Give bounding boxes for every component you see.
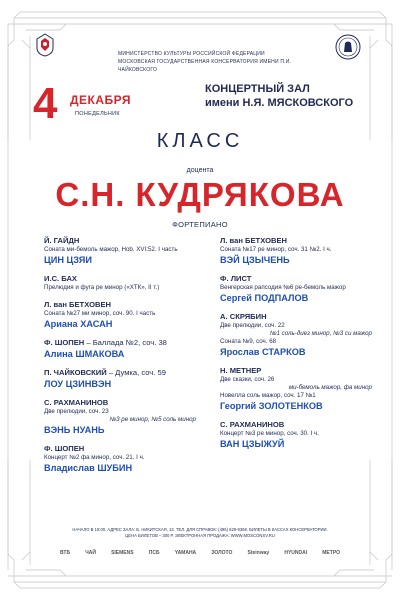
- conservatory-logo-icon: [335, 34, 361, 60]
- ministry-emblem-icon: [34, 32, 56, 58]
- work-title: Соната №9, соч. 68: [220, 338, 277, 345]
- docent-label: доцента: [186, 167, 214, 174]
- date-day: 4: [33, 79, 58, 128]
- composer-name: [44, 398, 204, 408]
- performer-name: Владислав ШУБИН: [44, 463, 133, 473]
- work-subtitle: ми-бемоль мажор, фа минор: [288, 384, 372, 391]
- composer-name: [44, 274, 204, 284]
- composer-name: [44, 236, 204, 246]
- work-subtitle: №1 соль-диез минор, №3 си мажор: [269, 330, 372, 337]
- composer-label: Н. МЕТНЕР: [220, 366, 262, 375]
- program-item: [44, 338, 204, 360]
- work-inline: – Думка, соч. 59: [106, 368, 166, 377]
- program-item: [44, 300, 204, 330]
- composer-label: С. РАХМАНИНОВ: [220, 420, 285, 429]
- class-heading: КЛАСС: [156, 130, 244, 152]
- sponsor-logo: ПСБ: [148, 550, 160, 556]
- composer-name: [44, 338, 204, 348]
- composer-name: [220, 366, 380, 376]
- composer-name: [44, 444, 204, 454]
- composer-name: [220, 312, 380, 322]
- composer-name: [220, 274, 380, 284]
- work-title: Концерт №2 фа минор, соч. 21. I ч.: [44, 454, 145, 461]
- work-title: Венгерская рапсодия №6 ре-бемоль мажор: [220, 284, 346, 291]
- organization-header: [118, 50, 308, 74]
- program-item: [44, 274, 204, 292]
- performer-name: Сергей ПОДПАЛОВ: [220, 293, 309, 303]
- sponsor-logo: МЕТРО: [322, 550, 340, 556]
- sponsor-logo: ЗОЛОТО: [211, 550, 233, 556]
- work-title: Новелла соль мажор, соч. 17 №1: [220, 392, 316, 399]
- composer-label: Ф. ЛИСТ: [220, 274, 252, 283]
- composer-label: П. ЧАЙКОВСКИЙ: [44, 368, 107, 377]
- sponsor-logos: [60, 546, 340, 560]
- work-title: Две сказки, соч. 26: [220, 376, 275, 383]
- program-item: [44, 398, 204, 436]
- composer-label: С. РАХМАНИНОВ: [44, 398, 109, 407]
- footer-line-2: ЦЕНА БИЛЕТОВ – 300 Р. ЭЛЕКТРОННАЯ ПРОДАЖА: WWW.MOSCONSV.RU: [125, 533, 275, 538]
- performer-name: ВЭНЬ НУАНЬ: [44, 425, 105, 435]
- sponsor-logo: ВТБ: [60, 550, 71, 556]
- conservatory-name: МОСКОВСКАЯ ГОСУДАРСТВЕННАЯ КОНСЕРВАТОРИЯ ИМЕНИ П.И. ЧАЙКОВСКОГО: [118, 59, 292, 73]
- concert-hall: [205, 82, 353, 110]
- date-month: ДЕКАБРЯ: [70, 93, 131, 107]
- composer-label: Ф. ШОПЕН: [44, 444, 85, 453]
- composer-label: Л. ван БЕТХОВЕН: [220, 236, 288, 245]
- program-item: [44, 444, 204, 474]
- program-item: [220, 312, 380, 358]
- program-item: [220, 366, 380, 412]
- footer-info: [0, 527, 400, 539]
- hall-line-2: имени Н.Я. МЯСКОВСКОГО: [205, 97, 354, 109]
- performer-name: ЛОУ ЦЗИНВЭН: [44, 379, 112, 389]
- program-item: [44, 236, 204, 266]
- composer-label: Ф. ШОПЕН: [44, 338, 85, 347]
- work-title: Соната №17 ре минор, соч. 31 №2. I ч.: [220, 246, 332, 253]
- ministry-name: МИНИСТЕРСТВО КУЛЬТУРЫ РОССИЙСКОЙ ФЕДЕРАЦИИ: [118, 51, 265, 57]
- performer-name: Ариана ХАСАН: [44, 319, 113, 329]
- work-title: Прелюдия и фуга ре минор («ХТК», II т.): [44, 284, 160, 291]
- work-title: Концерт №3 ре минор, соч. 30. I ч.: [220, 430, 319, 437]
- program-item: [220, 420, 380, 450]
- work-subtitle: №3 ре минор, №5 соль минор: [109, 416, 196, 423]
- composer-label: Й. ГАЙДН: [44, 236, 80, 245]
- footer-line-1: НАЧАЛО В 19:00. АДРЕС ЗАЛА: Б. НИКИТСКАЯ, 13. ТЕЛ. ДЛЯ СПРАВОК: (495) 629-9368. БИЛЕТЫ В КАССАХ КОНСЕРВАТОРИИ.: [72, 527, 328, 532]
- sponsor-logo: YAMAHA: [174, 550, 197, 556]
- instrument-label: ФОРТЕПИАНО: [172, 220, 228, 229]
- teacher-name: С.Н. КУДРЯКОВА: [55, 176, 345, 213]
- composer-name: [220, 420, 380, 430]
- performer-name: Георгий ЗОЛОТЕНКОВ: [220, 401, 323, 411]
- performer-name: Алина ШМАКОВА: [44, 349, 125, 359]
- work-title: Две прелюдии, соч. 23: [44, 408, 109, 415]
- composer-label: И.С. БАХ: [44, 274, 77, 283]
- sponsor-logo: ЧАЙ: [85, 550, 96, 556]
- work-inline: – Баллада №2, соч. 38: [84, 338, 167, 347]
- performer-name: ЦИН ЦЗЯИ: [44, 255, 92, 265]
- performer-name: ВАН ЦЗЫЖУЙ: [220, 439, 285, 449]
- sponsor-logo: HYUNDAI: [284, 550, 308, 556]
- composer-label: А. СКРЯБИН: [220, 312, 267, 321]
- work-title: Две прелюдии, соч. 22: [220, 322, 285, 329]
- performer-name: ВЭЙ ЦЗЫЧЕНЬ: [220, 255, 290, 265]
- sponsor-logo: SIEMENS: [111, 550, 134, 556]
- hall-line-1: КОНЦЕРТНЫЙ ЗАЛ: [205, 83, 310, 95]
- work-title: Соната ми-бемоль мажор, Hob. XVI:52. I часть: [44, 246, 178, 253]
- program-left-column: [44, 236, 204, 482]
- composer-name: [44, 300, 204, 310]
- program-item: [44, 368, 204, 390]
- performer-name: Ярослав СТАРКОВ: [220, 347, 306, 357]
- work-title: Соната №27 ми минор, соч. 90. I часть: [44, 310, 156, 317]
- composer-label: Л. ван БЕТХОВЕН: [44, 300, 112, 309]
- program-item: [220, 236, 380, 266]
- date-weekday: ПОНЕДЕЛЬНИК: [75, 111, 120, 117]
- sponsor-logo: Steinway: [247, 550, 270, 556]
- composer-name: [220, 236, 380, 246]
- program-item: [220, 274, 380, 304]
- program-right-column: [220, 236, 380, 458]
- composer-name: [44, 368, 204, 378]
